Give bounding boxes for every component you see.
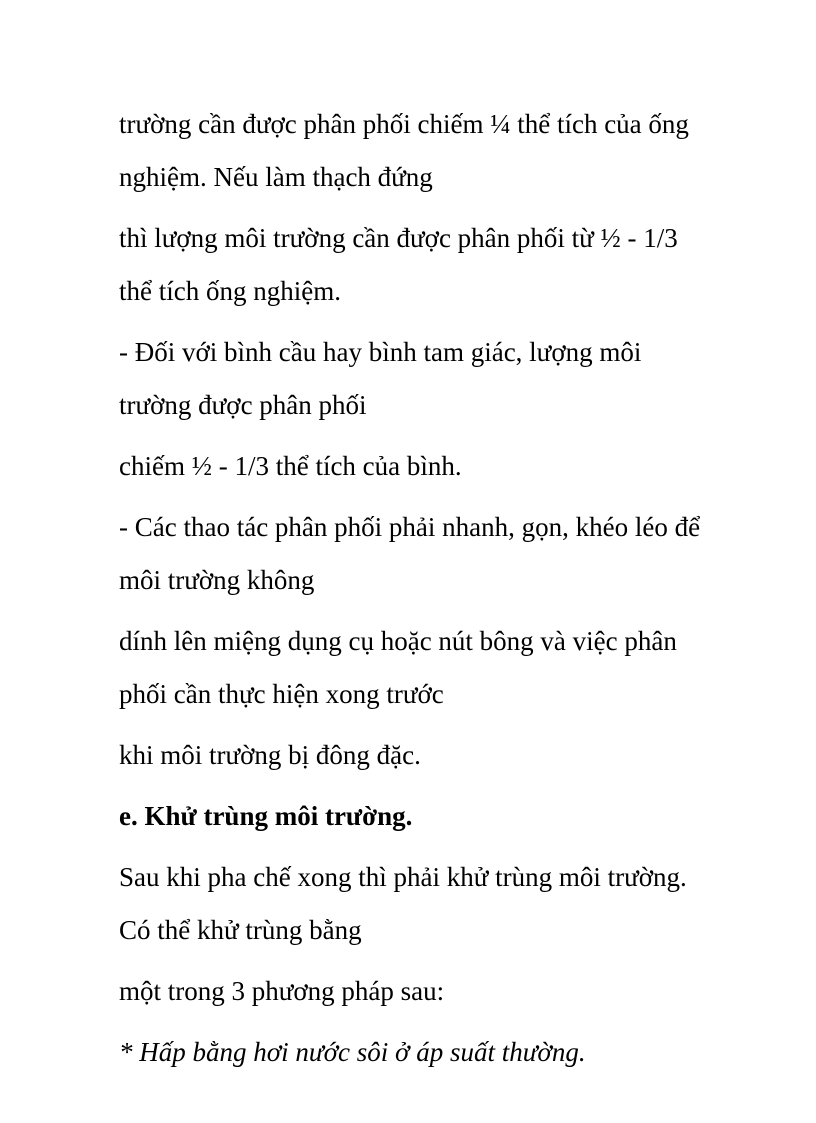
paragraph-flask-intro: - Đối với bình cầu hay bình tam giác, lượng môi trường được phân phối — [119, 337, 642, 420]
paragraph-flask-volume: chiếm ½ - 1/3 thể tích của bình. — [119, 451, 462, 481]
page-content — [119, 98, 759, 1087]
method-item-steam: * Hấp bằng hơi nước sôi ở áp suất thường. — [119, 1037, 586, 1067]
paragraph-upright-agar-volume: thì lượng môi trường cần được phân phối từ ½ - 1/3 thể tích ống nghiệm. — [119, 223, 678, 306]
section-heading: e. Khử trùng môi trường. — [119, 801, 413, 831]
paragraph-methods-intro: một trong 3 phương pháp sau: — [119, 976, 445, 1006]
paragraph-dispensing-caution: dính lên miệng dụng cụ hoặc nút bông và việc phân phối cần thực hiện xong trước — [119, 626, 677, 709]
paragraph-test-tube-volume: trường cần được phân phối chiếm ¼ thể tích của ống nghiệm. Nếu làm thạch đứng — [119, 109, 689, 192]
paragraph-solidification: khi môi trường bị đông đặc. — [119, 740, 421, 770]
paragraph-sterilization-intro: Sau khi pha chế xong thì phải khử trùng môi trường. Có thể khử trùng bằng — [119, 862, 687, 945]
paragraph-dispensing-technique: - Các thao tác phân phối phải nhanh, gọn, khéo léo để môi trường không — [119, 512, 701, 595]
